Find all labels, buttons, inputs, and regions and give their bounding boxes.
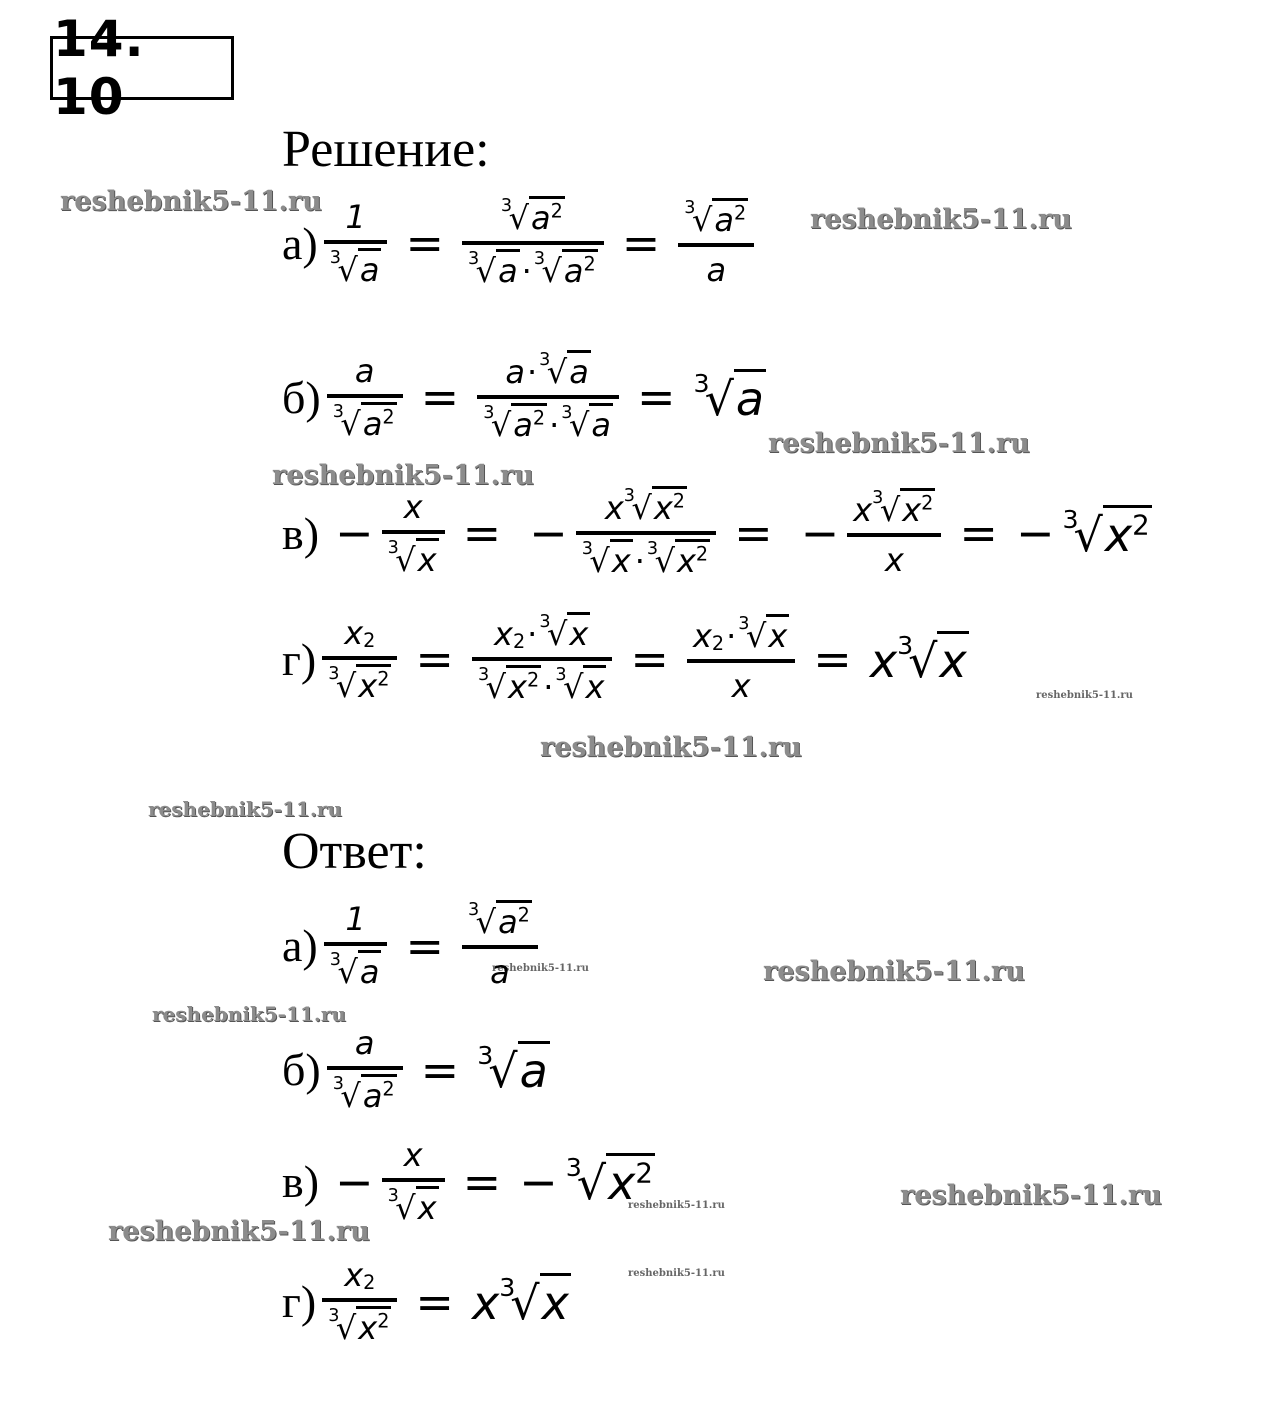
watermark: reshebnik5-11.ru xyxy=(152,1002,346,1026)
math-sup: 2 xyxy=(382,404,395,428)
math-idx: 3 xyxy=(477,665,490,685)
math-idx: 3 xyxy=(533,249,546,269)
math-sign: √ xyxy=(546,353,568,391)
cube-root xyxy=(388,538,439,579)
watermark: reshebnik5-11.ru xyxy=(628,1268,725,1279)
math-rad: $a^2$ xyxy=(361,1074,397,1115)
math-op: = xyxy=(420,370,460,424)
math-den xyxy=(477,399,619,444)
math-num: x 3 √ $x^2$ xyxy=(604,486,685,527)
cube-root xyxy=(566,1153,655,1210)
math-rad: $a^2$ xyxy=(496,900,532,941)
math-den xyxy=(576,535,716,580)
cube-root xyxy=(388,1186,439,1227)
cube-root xyxy=(478,665,541,706)
math-sup: 2 xyxy=(512,630,526,653)
cube-root xyxy=(897,631,969,688)
math-idx: 3 xyxy=(872,487,884,508)
math-rad: a xyxy=(589,403,613,444)
math-num: x 2 · 3 √ x xyxy=(494,612,589,653)
math-rad: a xyxy=(734,369,766,426)
math-den xyxy=(322,1302,397,1347)
solution-b xyxy=(282,350,766,444)
math-rad: $a^2$ xyxy=(562,249,598,290)
math-den xyxy=(324,946,388,991)
math-op: = xyxy=(813,632,852,686)
math-sup: 2 xyxy=(1132,508,1150,542)
math-idx: 3 xyxy=(555,665,567,685)
fraction xyxy=(322,1256,397,1347)
math-num: x 2 xyxy=(344,1256,376,1294)
math-idx: 3 xyxy=(387,1186,399,1206)
math-sup: 2 xyxy=(635,1156,653,1190)
answer-heading: Ответ: xyxy=(282,823,427,880)
math-sup: 2 xyxy=(526,668,540,692)
math-rad: $x^2$ xyxy=(356,664,391,705)
math-sup: 2 xyxy=(733,200,747,224)
math-sup: 2 xyxy=(672,489,685,513)
cube-root xyxy=(468,249,520,290)
math-den: a xyxy=(706,250,727,289)
math-op: = xyxy=(405,918,444,973)
math-minus: − xyxy=(800,506,840,560)
math-num: x 2 xyxy=(344,613,376,652)
math-num: x xyxy=(403,1136,423,1174)
math-sign: √ xyxy=(568,406,590,444)
math-sign: √ xyxy=(395,1189,416,1227)
math-op: = xyxy=(405,216,444,270)
math-num xyxy=(495,196,571,241)
math-sign: √ xyxy=(563,668,584,706)
math-sign: √ xyxy=(879,490,901,529)
math-sign: √ xyxy=(510,1276,540,1330)
math-sign: √ xyxy=(337,250,358,289)
math-den xyxy=(382,1182,445,1227)
cube-root xyxy=(694,369,767,426)
cube-root xyxy=(684,198,748,239)
fraction xyxy=(576,486,716,580)
watermark: reshebnik5-11.ru xyxy=(108,1216,370,1247)
math-idx: 3 xyxy=(467,900,480,920)
cube-root xyxy=(647,539,710,580)
math-sign: √ xyxy=(704,371,734,426)
math-sign: √ xyxy=(745,616,767,655)
watermark: reshebnik5-11.ru xyxy=(810,204,1072,235)
math-sup: 2 xyxy=(711,631,725,655)
math-sup: 2 xyxy=(363,1271,376,1294)
math-idx: 3 xyxy=(328,1306,340,1326)
fraction xyxy=(382,488,445,579)
math-rad: x xyxy=(416,538,439,579)
math-sign: √ xyxy=(631,489,652,527)
answer-v: в) − x 3 √ x = − 3 √ $x^2$ xyxy=(282,1136,653,1227)
math-rad: $a^2$ xyxy=(361,402,397,443)
label-v: в) xyxy=(282,507,320,559)
math-idx: 3 xyxy=(565,1153,582,1182)
math-idx: 3 xyxy=(684,197,696,218)
math-idx: 3 xyxy=(623,486,635,506)
math-sign: √ xyxy=(475,903,497,941)
cube-root xyxy=(738,614,789,655)
math-sup: 2 xyxy=(550,199,563,223)
math-den xyxy=(327,398,403,443)
math-den: x xyxy=(731,666,751,705)
math-rad: a xyxy=(358,248,382,289)
math-sign: √ xyxy=(547,615,568,653)
watermark: reshebnik5-11.ru xyxy=(60,186,322,217)
math-num xyxy=(462,900,538,945)
fraction xyxy=(327,352,403,443)
math-sign: √ xyxy=(395,540,416,579)
cube-root xyxy=(561,403,613,444)
math-op: = xyxy=(630,632,669,686)
fraction xyxy=(382,1136,445,1227)
math-num: 1 xyxy=(345,197,366,236)
fraction xyxy=(847,488,941,579)
math-sign: √ xyxy=(541,252,562,290)
math-op: = xyxy=(636,370,676,424)
watermark: reshebnik5-11.ru xyxy=(540,732,802,763)
math-idx: 3 xyxy=(477,1041,494,1070)
math-idx: 3 xyxy=(329,247,341,268)
math-num: x xyxy=(403,487,423,526)
watermark: reshebnik5-11.ru xyxy=(768,428,1030,459)
math-sign: √ xyxy=(576,1156,607,1210)
cube-root xyxy=(468,900,532,941)
math-sup: 2 xyxy=(363,628,376,652)
math-sign: √ xyxy=(485,668,507,706)
math-den xyxy=(322,660,397,705)
math-sup: 2 xyxy=(695,542,709,566)
math-num: a xyxy=(354,351,375,390)
math-den xyxy=(382,534,445,579)
math-num: a xyxy=(354,1024,375,1062)
cube-root xyxy=(539,350,591,391)
math-dot: · xyxy=(527,615,538,653)
math-sup: 2 xyxy=(583,252,596,276)
math-sign: √ xyxy=(490,406,512,444)
math-den xyxy=(462,245,604,290)
math-sup: 2 xyxy=(921,490,934,514)
math-rad: $a^2$ xyxy=(529,196,565,237)
math-idx: 3 xyxy=(499,1273,516,1302)
math-idx: 3 xyxy=(693,368,710,398)
math-rad: $x^2$ xyxy=(1103,505,1152,562)
math-rad: $a^2$ xyxy=(511,403,547,444)
math-minus: − xyxy=(335,506,374,560)
math-dot: · xyxy=(726,616,737,655)
math-sign: √ xyxy=(335,1309,357,1347)
cube-root xyxy=(499,1273,571,1330)
math-rad: x xyxy=(567,612,590,653)
answer-a: а) 1 3 √ a = 3 √ $a^2$ a xyxy=(282,900,538,991)
math-idx: 3 xyxy=(1062,504,1079,534)
math-dot: · xyxy=(549,406,560,444)
math-op: = xyxy=(420,1042,460,1097)
math-sign: √ xyxy=(340,404,361,443)
math-op: = xyxy=(734,506,773,560)
math-sign: √ xyxy=(475,252,497,290)
math-idx: 3 xyxy=(561,403,573,423)
math-dot: · xyxy=(543,668,554,706)
math-idx: 3 xyxy=(539,350,551,370)
cube-root xyxy=(328,1306,391,1347)
math-dot: · xyxy=(521,252,532,290)
math-rad: a xyxy=(358,950,382,991)
math-idx: 3 xyxy=(738,613,750,634)
math-idx: 3 xyxy=(328,663,340,684)
answer-g: г) x 2 3 √ $x^2$ = x 3 √ x xyxy=(282,1256,569,1347)
math-idx: 3 xyxy=(581,539,593,559)
math-num xyxy=(678,198,754,243)
math-rad: x xyxy=(766,614,789,655)
math-num: x 2 · 3 √ x xyxy=(692,613,788,655)
fraction xyxy=(462,196,604,290)
math-minus: − xyxy=(519,1154,558,1209)
math-sup: 2 xyxy=(377,1309,390,1333)
label-b: б) xyxy=(282,371,321,423)
math-minus: − xyxy=(335,1154,374,1209)
math-minus: − xyxy=(1015,506,1055,560)
math-sup: 2 xyxy=(377,666,390,690)
cube-root xyxy=(333,1074,397,1115)
label-g: г) xyxy=(282,633,317,685)
math-sign: √ xyxy=(1073,507,1103,562)
fraction xyxy=(327,1024,403,1115)
math-op: = xyxy=(959,506,998,560)
watermark: reshebnik5-11.ru xyxy=(1036,690,1133,701)
math-sup: 2 xyxy=(382,1077,395,1101)
math-num: 1 xyxy=(345,900,366,938)
math-rad: x xyxy=(583,665,606,706)
fraction xyxy=(324,900,388,991)
math-rad: $x^2$ xyxy=(506,665,541,706)
math-op: = xyxy=(415,632,454,686)
math-op: = xyxy=(621,216,661,270)
math-rad: x xyxy=(416,1186,439,1227)
cube-root xyxy=(539,612,590,653)
math-idx: 3 xyxy=(646,539,659,559)
math-big: x 3 √ x xyxy=(869,630,967,688)
math-num: x 3 √ $x^2$ xyxy=(853,487,934,529)
cube-root xyxy=(477,1041,550,1098)
math-rad: x xyxy=(937,631,968,688)
math-sign: √ xyxy=(654,542,675,580)
cube-root xyxy=(534,249,598,290)
math-rad: x xyxy=(540,1273,571,1330)
math-den xyxy=(327,1070,403,1115)
math-sup: 2 xyxy=(517,903,530,927)
math-minus: − xyxy=(529,506,568,560)
math-big xyxy=(566,1153,655,1210)
fraction xyxy=(477,350,619,444)
math-op: = xyxy=(415,1274,454,1329)
watermark: reshebnik5-11.ru xyxy=(763,956,1025,987)
math-big xyxy=(477,1041,550,1098)
math-rad: $x^2$ xyxy=(652,486,687,527)
cube-root xyxy=(582,539,633,580)
cube-root xyxy=(555,665,606,706)
math-den xyxy=(472,661,612,706)
fraction xyxy=(462,900,538,991)
math-den: a xyxy=(490,953,510,991)
math-num: a · 3 √ a xyxy=(505,350,589,391)
fraction xyxy=(472,612,612,706)
watermark: reshebnik5-11.ru xyxy=(148,797,342,821)
math-rad: $x^2$ xyxy=(606,1153,655,1210)
math-idx: 3 xyxy=(332,401,344,422)
solution-heading: Решение: xyxy=(282,121,490,178)
fraction xyxy=(324,198,388,289)
math-rad: a xyxy=(518,1041,550,1098)
watermark: reshebnik5-11.ru xyxy=(628,1200,725,1211)
solution-a xyxy=(282,196,754,290)
math-idx: 3 xyxy=(332,1074,344,1094)
problem-number: 14. 10 xyxy=(50,36,234,100)
math-dot: · xyxy=(526,353,538,391)
watermark: reshebnik5-11.ru xyxy=(272,460,534,491)
fraction xyxy=(678,198,754,289)
math-sign: √ xyxy=(691,200,713,239)
cube-root xyxy=(330,950,382,991)
math-idx: 3 xyxy=(500,196,513,216)
math-sign: √ xyxy=(908,633,938,688)
fraction xyxy=(322,614,397,705)
cube-root xyxy=(872,488,935,529)
math-dot: · xyxy=(634,542,645,580)
math-sign: √ xyxy=(589,542,610,580)
math-rad: $x^2$ xyxy=(356,1306,391,1347)
math-den xyxy=(324,244,388,289)
solution-v xyxy=(282,486,1152,580)
math-idx: 3 xyxy=(467,249,480,269)
math-rad: $x^2$ xyxy=(675,539,710,580)
math-big: x 3 √ x xyxy=(471,1273,569,1330)
solution-g xyxy=(282,612,969,706)
math-sign: √ xyxy=(340,1077,361,1115)
fraction xyxy=(687,614,795,705)
math-den: x xyxy=(884,540,904,579)
math-sign: √ xyxy=(488,1044,518,1098)
cube-root xyxy=(624,486,687,527)
cube-root xyxy=(328,664,391,705)
cube-root xyxy=(501,196,565,237)
math-op: = xyxy=(462,506,502,560)
math-idx: 3 xyxy=(897,630,914,660)
math-op: = xyxy=(462,1154,502,1209)
cube-root xyxy=(333,402,397,443)
math-big xyxy=(1062,505,1151,562)
math-idx: 3 xyxy=(483,403,495,423)
math-idx: 3 xyxy=(539,612,551,632)
watermark: reshebnik5-11.ru xyxy=(900,1180,1162,1211)
math-rad: $x^2$ xyxy=(900,488,935,529)
math-rad: a xyxy=(496,249,520,290)
math-big xyxy=(694,369,767,426)
math-sign: √ xyxy=(335,666,357,705)
watermark: reshebnik5-11.ru xyxy=(492,963,589,974)
label-a: а) xyxy=(282,217,318,269)
math-idx: 3 xyxy=(387,537,399,558)
math-sign: √ xyxy=(508,199,529,237)
math-idx: 3 xyxy=(329,950,341,970)
cube-root xyxy=(1062,505,1151,562)
math-rad: x xyxy=(610,539,633,580)
cube-root xyxy=(330,248,382,289)
cube-root xyxy=(483,403,547,444)
math-rad: a xyxy=(567,350,591,391)
math-sign: √ xyxy=(337,953,358,991)
answer-b: б) a 3 √ $a^2$ = 3 √ a xyxy=(282,1024,548,1115)
math-sup: 2 xyxy=(532,406,546,430)
math-rad: $a^2$ xyxy=(712,198,748,239)
